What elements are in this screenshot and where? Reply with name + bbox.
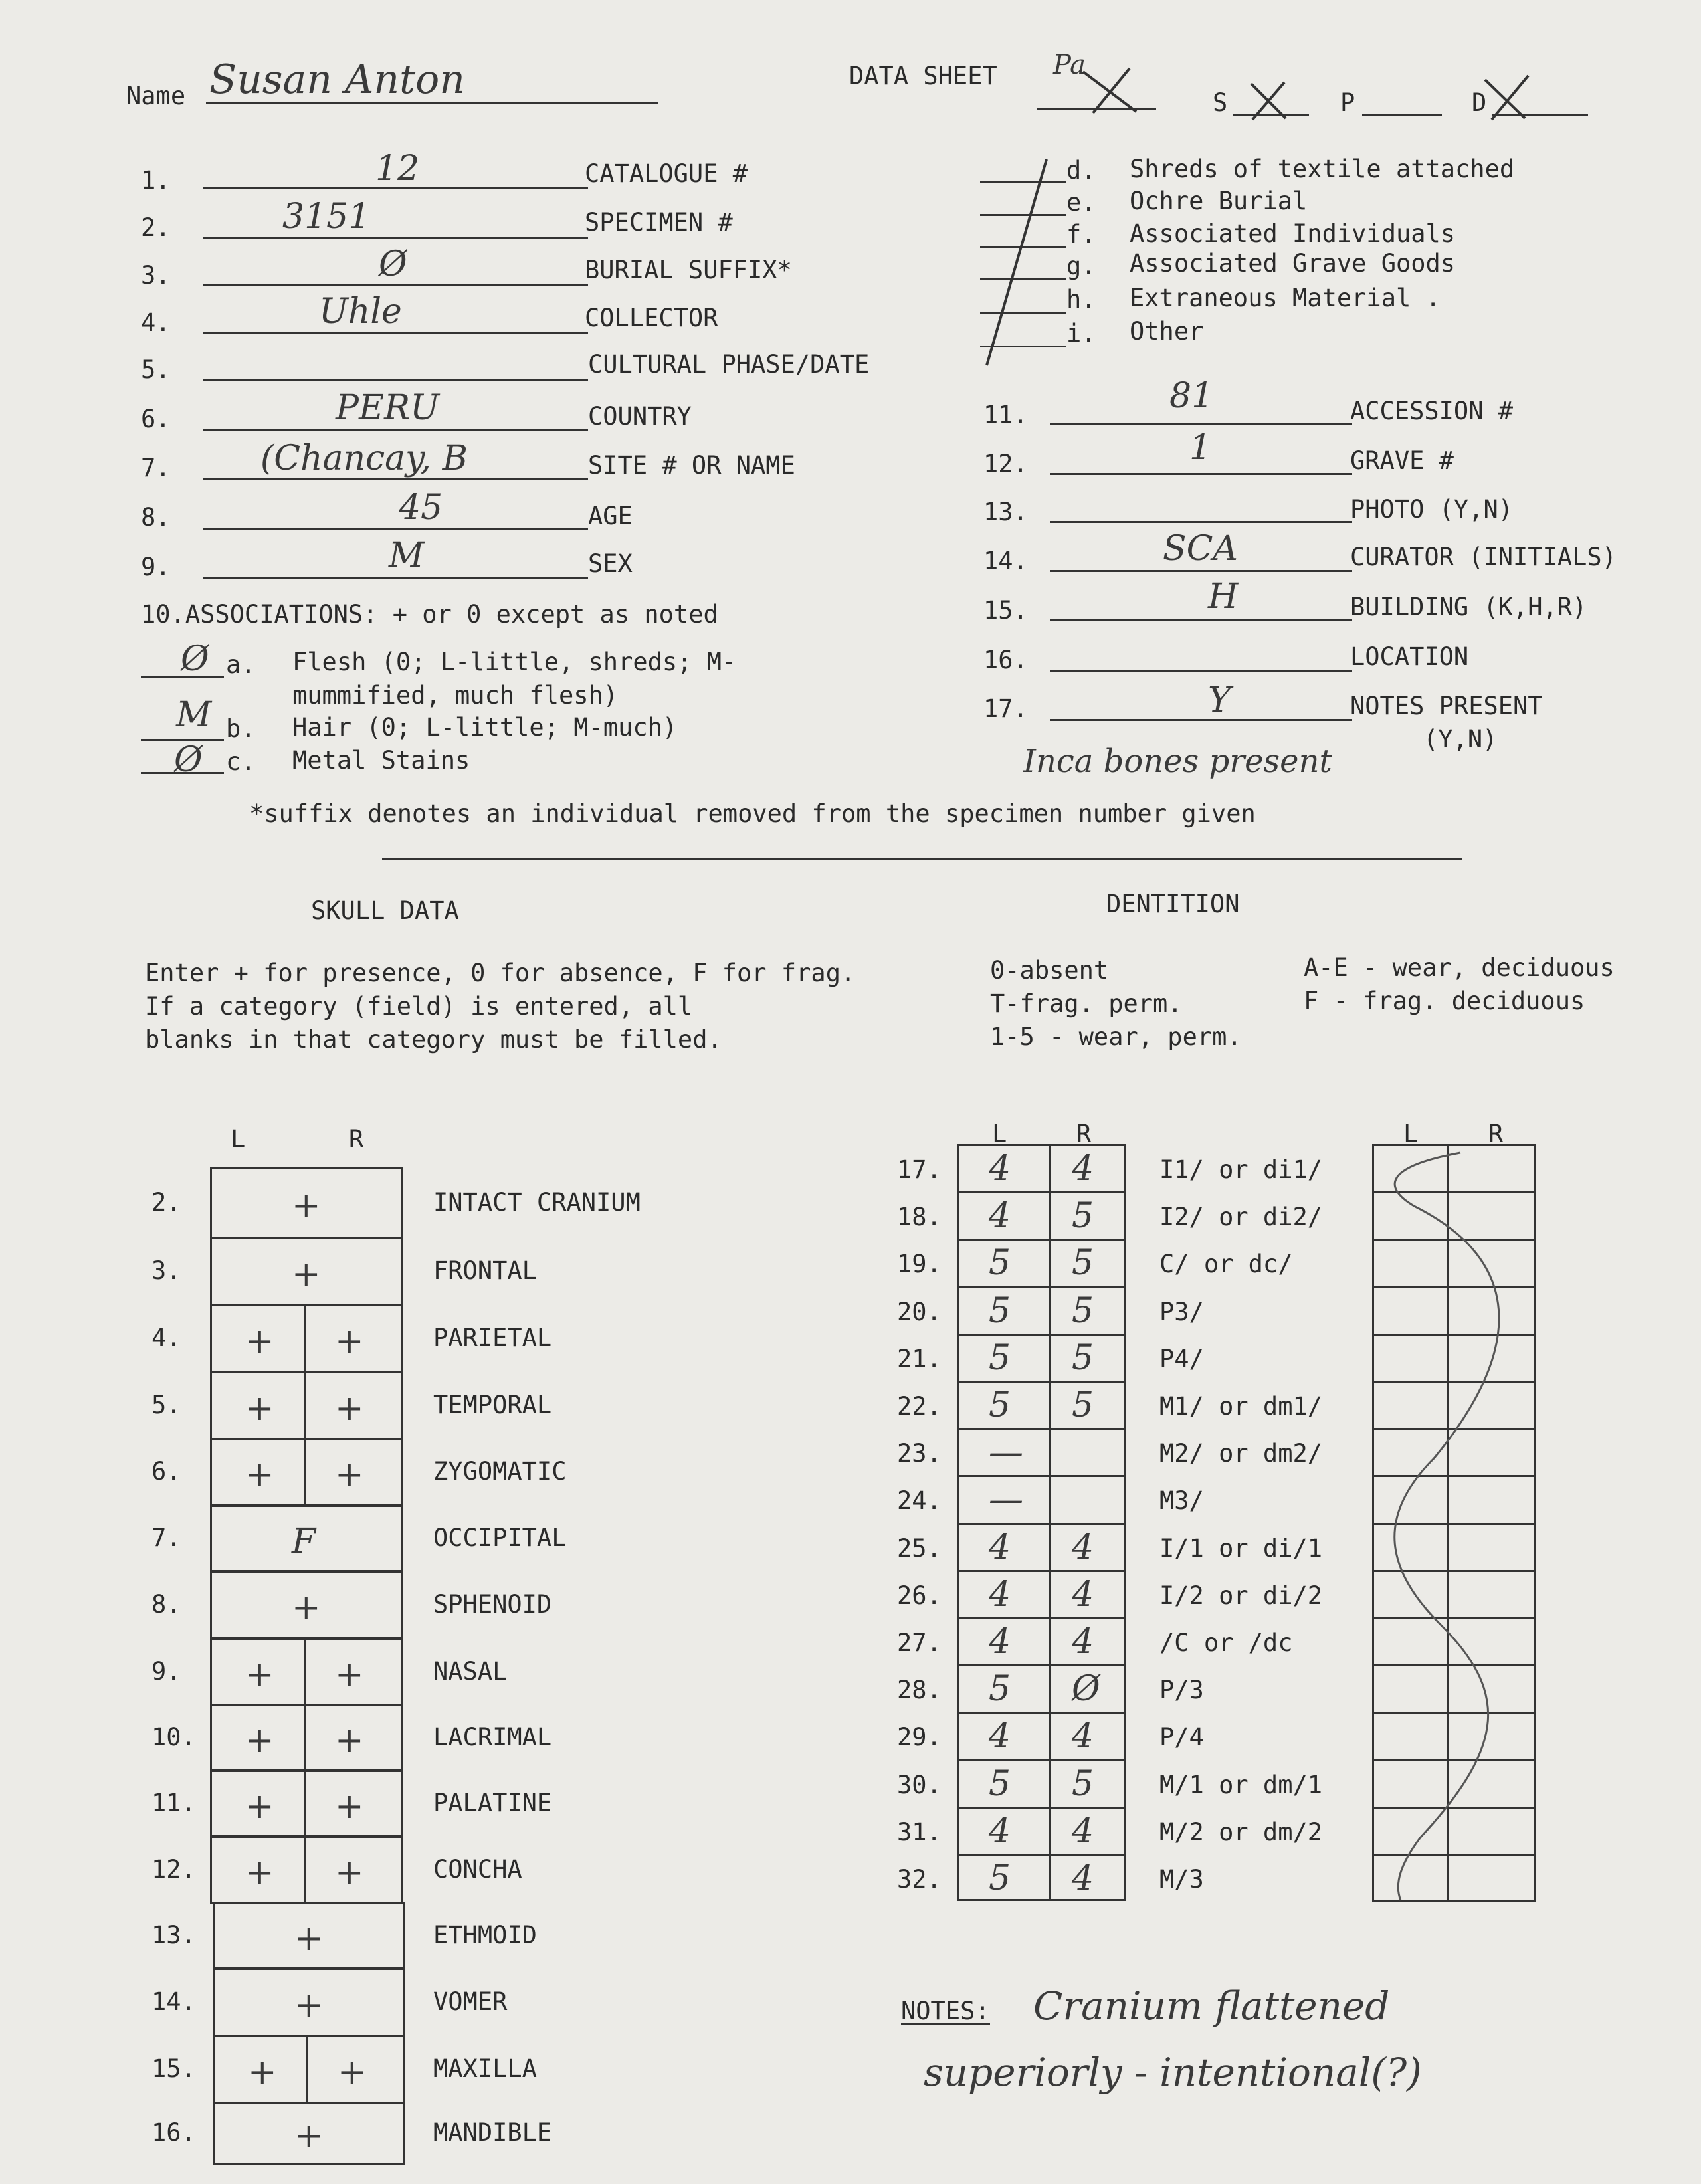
dentition-key3: 1-5 - wear, perm. (990, 1023, 1242, 1051)
field-label: PHOTO (Y,N) (1350, 495, 1514, 524)
extra-letter: h. (1066, 285, 1096, 314)
extra-letter: e. (1066, 188, 1096, 217)
field-value: PERU (336, 388, 439, 428)
name-value: Susan Anton (209, 56, 465, 103)
skull-cell-value: + (294, 2116, 324, 2156)
skull-row-box (210, 1167, 403, 1239)
skull-row-num: 15. (151, 2054, 196, 2083)
field-num: 12. (983, 450, 1028, 478)
field-num: 13. (983, 498, 1028, 526)
field-value: 3151 (282, 197, 371, 237)
skull-col-r: R (349, 1125, 364, 1153)
tooth-left: 5 (989, 1291, 1011, 1331)
skull-row-num: 2. (151, 1187, 181, 1217)
extra-label: Ochre Burial (1130, 187, 1308, 215)
field-line (203, 577, 588, 579)
dentition-key1: 0-absent (990, 956, 1109, 985)
s-label: S (1213, 88, 1228, 117)
dentition-col-r: R (1076, 1120, 1092, 1148)
tooth-num: 21. (897, 1345, 942, 1373)
tooth-num: 27. (897, 1629, 942, 1657)
skull-cell-right: + (335, 1786, 364, 1827)
tooth-right: 4 (1072, 1149, 1094, 1189)
tooth-label: P/3 (1159, 1676, 1204, 1704)
field-line (1050, 670, 1352, 672)
field-num: 9. (141, 553, 171, 581)
tooth-right: 4 (1072, 1575, 1094, 1615)
skull-row-num: 12. (151, 1854, 196, 1884)
skull-row-num: 4. (151, 1323, 181, 1352)
skull-cell-value: + (294, 1985, 324, 2025)
tooth-right: 5 (1072, 1385, 1094, 1425)
tooth-num: 32. (897, 1865, 942, 1894)
field-num: 17. (983, 694, 1028, 723)
field-label: COLLECTOR (585, 304, 718, 332)
skull-row-box (210, 1837, 403, 1904)
tooth-right: 5 (1072, 1196, 1094, 1236)
skull-cell-left: + (245, 1654, 274, 1695)
tooth-num: 25. (897, 1534, 942, 1563)
tooth-label: P4/ (1159, 1345, 1204, 1373)
skull-col-l: L (231, 1125, 246, 1153)
tooth-label: I1/ or di1/ (1159, 1155, 1323, 1184)
tooth-right: 4 (1072, 1622, 1094, 1662)
skull-row-label: OCCIPITAL (433, 1523, 567, 1552)
skull-row-label: VOMER (433, 1987, 508, 2016)
skull-row-box (210, 1439, 403, 1506)
skull-instr2: If a category (field) is entered, all (145, 992, 693, 1021)
skull-row-label: ZYGOMATIC (433, 1457, 567, 1486)
field-value: SCA (1163, 529, 1238, 569)
tooth-label: M/3 (1159, 1865, 1204, 1894)
tooth-num: 18. (897, 1203, 942, 1231)
field-line (203, 332, 588, 334)
association-line2: mummified, much flesh) (292, 681, 619, 710)
tooth-label: M/1 or dm/1 (1159, 1771, 1323, 1799)
field-line (203, 429, 588, 431)
skull-cell-right: + (335, 1388, 364, 1429)
skull-row-label: TEMPORAL (433, 1390, 552, 1419)
field-value: Y (1208, 680, 1231, 720)
field-value: M (389, 536, 425, 575)
field-label: AGE (588, 502, 633, 530)
tooth-label: M2/ or dm2/ (1159, 1439, 1323, 1468)
association-letter: a. (226, 650, 256, 679)
dentition-table (957, 1144, 1126, 1901)
association-letter: b. (226, 714, 256, 743)
tooth-left: 5 (989, 1764, 1011, 1804)
tooth-right: 5 (1072, 1291, 1094, 1331)
tooth-num: 19. (897, 1250, 942, 1278)
dentition-col-l: L (992, 1120, 1007, 1148)
tooth-left: 4 (989, 1149, 1011, 1189)
skull-cell-left: + (248, 2052, 277, 2092)
skull-cell-right: + (335, 1654, 364, 1695)
skull-instr3: blanks in that category must be filled. (145, 1025, 722, 1054)
dentition-key4: A-E - wear, deciduous (1304, 953, 1615, 982)
field-line (203, 284, 588, 286)
tooth-label: I/2 or di/2 (1159, 1581, 1323, 1610)
field-value: H (1208, 577, 1239, 617)
skull-cell-value: F (292, 1521, 316, 1561)
field-value: 12 (375, 149, 420, 189)
extra-letter: f. (1066, 220, 1096, 248)
skull-row-box (213, 2035, 405, 2104)
association-line (141, 676, 224, 678)
field-label: BURIAL SUFFIX* (585, 256, 792, 284)
association-line (141, 772, 224, 774)
field-num: 3. (141, 261, 171, 290)
tooth-label: C/ or dc/ (1159, 1250, 1293, 1278)
skull-row-label: PALATINE (433, 1788, 552, 1817)
field-line (1050, 521, 1352, 523)
skull-row-num: 9. (151, 1656, 181, 1686)
field-label: SITE # OR NAME (588, 451, 795, 480)
field-label: CURATOR (INITIALS) (1350, 543, 1617, 571)
field-num: 4. (141, 308, 171, 337)
skull-cell-value: + (292, 1254, 321, 1294)
d-label: D (1472, 88, 1487, 117)
skull-row-box (210, 1505, 403, 1572)
p-line (1362, 114, 1442, 116)
notes-line2: superiorly - intentional(?) (924, 2050, 1422, 2095)
skull-row-label: MANDIBLE (433, 2118, 552, 2147)
skull-instr1: Enter + for presence, 0 for absence, F for frag. (145, 959, 856, 987)
field-label: LOCATION (1350, 643, 1469, 671)
field-num: 5. (141, 355, 171, 384)
tooth-right: 4 (1072, 1811, 1094, 1851)
field-num: 15. (983, 596, 1028, 625)
field-line (203, 187, 588, 189)
field-value: (Chancay, B (260, 439, 468, 478)
tooth-left: 4 (989, 1716, 1011, 1756)
tooth-left: — (989, 1433, 1023, 1472)
tooth-num: 24. (897, 1486, 942, 1515)
secondary-col-l: L (1403, 1120, 1419, 1148)
field-label: NOTES PRESENT (1350, 692, 1543, 720)
tooth-num: 17. (897, 1155, 942, 1184)
field-line (1050, 619, 1352, 621)
tooth-label: /C or /dc (1159, 1629, 1293, 1657)
skull-row-label: ETHMOID (433, 1920, 537, 1949)
field-line (1050, 570, 1352, 572)
tooth-num: 20. (897, 1298, 942, 1326)
skull-row-num: 10. (151, 1722, 196, 1751)
field-num: 7. (141, 454, 171, 482)
sheet-x-mark (1076, 65, 1150, 118)
skull-row-box (213, 2102, 405, 2165)
tooth-right: 5 (1072, 1243, 1094, 1283)
skull-row-num: 8. (151, 1589, 181, 1619)
field-line (1050, 423, 1352, 425)
skull-cell-left: + (245, 1321, 274, 1361)
tooth-right: 5 (1072, 1338, 1094, 1378)
field-line (203, 237, 588, 239)
skull-cell-right: + (338, 2052, 367, 2092)
s-line (1233, 114, 1309, 116)
extra-label: Associated Individuals (1130, 219, 1456, 248)
field-line (1050, 719, 1352, 721)
skull-cell-left: + (245, 1455, 274, 1495)
association-value: Ø (174, 740, 203, 780)
wavy-line-mark (1374, 1146, 1538, 1904)
tooth-left: 4 (989, 1622, 1011, 1662)
field-num: 2. (141, 213, 171, 242)
tooth-left: 5 (989, 1669, 1011, 1709)
field-value: 81 (1169, 376, 1214, 416)
field-line (203, 379, 588, 381)
tooth-num: 30. (897, 1771, 942, 1799)
data-sheet-title: DATA SHEET (849, 62, 997, 90)
dentition-title: DENTITION (1106, 890, 1240, 918)
field-line (1050, 473, 1352, 475)
extra-label: Extraneous Material . (1130, 284, 1441, 312)
skull-row-label: INTACT CRANIUM (433, 1187, 641, 1217)
notes-present-handwritten: Inca bones present (1023, 743, 1332, 780)
tooth-num: 23. (897, 1439, 942, 1468)
suffix-note: *suffix denotes an individual removed from the specimen number given (249, 799, 1256, 828)
tooth-left: 4 (989, 1528, 1011, 1567)
field-value: 45 (399, 488, 443, 528)
p-label: P (1340, 88, 1355, 117)
notes-label: NOTES: (901, 1997, 990, 2025)
extra-letter: d. (1066, 156, 1096, 185)
skull-row-box (210, 1237, 403, 1306)
skull-row-num: 11. (151, 1788, 196, 1817)
field-label: GRAVE # (1350, 447, 1454, 475)
tooth-num: 22. (897, 1392, 942, 1421)
tooth-right: 4 (1072, 1716, 1094, 1756)
skull-row-label: CONCHA (433, 1854, 522, 1884)
tooth-num: 26. (897, 1581, 942, 1610)
skull-row-box (210, 1371, 403, 1440)
skull-title: SKULL DATA (311, 896, 459, 925)
tooth-num: 28. (897, 1676, 942, 1704)
skull-row-label: LACRIMAL (433, 1722, 552, 1751)
sheet-line (1037, 108, 1156, 110)
tooth-left: 5 (989, 1385, 1011, 1425)
field-line (203, 478, 588, 480)
tooth-left: 5 (989, 1858, 1011, 1898)
skull-cell-right: + (335, 1455, 364, 1495)
skull-cell-left: + (245, 1388, 274, 1429)
skull-row-label: FRONTAL (433, 1256, 537, 1285)
tooth-label: I2/ or di2/ (1159, 1203, 1323, 1231)
notes-line1: Cranium flattened (1033, 1983, 1390, 2029)
tooth-right: 4 (1072, 1528, 1094, 1567)
tooth-label: M3/ (1159, 1486, 1204, 1515)
name-line (206, 102, 658, 104)
field-label: SEX (588, 549, 633, 578)
association-value: Ø (181, 639, 209, 679)
field-num: 6. (141, 405, 171, 433)
dentition-key5: F - frag. deciduous (1304, 987, 1585, 1015)
field-label: CATALOGUE # (585, 159, 748, 188)
tooth-left: 5 (989, 1338, 1011, 1378)
skull-cell-value: + (292, 1185, 321, 1226)
skull-cell-right: + (335, 1321, 364, 1361)
skull-row-box (210, 1304, 403, 1373)
secondary-col-r: R (1488, 1120, 1504, 1148)
skull-row-box (210, 1770, 403, 1837)
secondary-grid (1372, 1144, 1536, 1902)
skull-row-num: 13. (151, 1920, 196, 1949)
skull-row-box (213, 1902, 405, 1969)
skull-row-box (210, 1638, 403, 1706)
skull-row-label: NASAL (433, 1656, 508, 1686)
tooth-right: Ø (1072, 1669, 1100, 1709)
field-num: 8. (141, 503, 171, 532)
tooth-label: M1/ or dm1/ (1159, 1392, 1323, 1421)
field-label: ACCESSION # (1350, 397, 1514, 425)
skull-row-box (210, 1704, 403, 1771)
skull-cell-left: + (245, 1786, 274, 1827)
skull-cell-left: + (245, 1852, 274, 1893)
skull-row-num: 6. (151, 1457, 181, 1486)
field-line (203, 528, 588, 530)
tooth-left: 4 (989, 1575, 1011, 1615)
tooth-label: P/4 (1159, 1723, 1204, 1751)
association-line1: Hair (0; L-little; M-much) (292, 713, 678, 742)
sheet-mark: Pa (1053, 50, 1086, 80)
skull-cell-right: + (335, 1720, 364, 1761)
associations-heading: 10.ASSOCIATIONS: + or 0 except as noted (141, 600, 718, 629)
tooth-left: 5 (989, 1243, 1011, 1283)
skull-row-num: 14. (151, 1987, 196, 2016)
d-line (1492, 114, 1588, 116)
field-value: 1 (1189, 428, 1212, 468)
skull-cell-value: + (292, 1587, 321, 1628)
tooth-label: I/1 or di/1 (1159, 1534, 1323, 1563)
skull-cell-right: + (335, 1852, 364, 1893)
name-label: Name (126, 82, 186, 110)
tooth-label: M/2 or dm/2 (1159, 1818, 1323, 1846)
field-label: SPECIMEN # (585, 208, 733, 237)
field-num: 14. (983, 547, 1028, 575)
skull-row-num: 3. (151, 1256, 181, 1285)
field-label: BUILDING (K,H,R) (1350, 593, 1587, 621)
tooth-num: 31. (897, 1818, 942, 1846)
field-num: 1. (141, 166, 171, 195)
association-line1: Metal Stains (292, 746, 470, 775)
tooth-label: P3/ (1159, 1298, 1204, 1326)
extra-label: Associated Grave Goods (1130, 249, 1456, 278)
tooth-left: 4 (989, 1811, 1011, 1851)
d-x-mark (1478, 72, 1538, 125)
dentition-key2: T-frag. perm. (990, 989, 1183, 1018)
suffix-divider (382, 858, 1462, 860)
extra-letter: i. (1066, 319, 1096, 347)
tooth-right: 4 (1072, 1858, 1094, 1898)
notes-present-yn: (Y,N) (1423, 725, 1498, 753)
tooth-right: 5 (1072, 1764, 1094, 1804)
extras-slash-mark (980, 153, 1060, 372)
skull-row-box (210, 1571, 403, 1639)
tooth-left: 4 (989, 1196, 1011, 1236)
association-line1: Flesh (0; L-little, shreds; M- (292, 648, 737, 676)
field-value: Uhle (319, 292, 402, 332)
association-value: M (176, 695, 212, 735)
skull-cell-value: + (294, 1918, 324, 1959)
skull-row-num: 16. (151, 2118, 196, 2147)
association-letter: c. (226, 747, 256, 776)
extra-letter: g. (1066, 252, 1096, 280)
skull-row-label: MAXILLA (433, 2054, 537, 2083)
skull-row-num: 5. (151, 1390, 181, 1419)
field-label: CULTURAL PHASE/DATE (588, 350, 870, 379)
extra-label: Other (1130, 317, 1204, 346)
tooth-left: — (989, 1480, 1023, 1520)
skull-row-label: PARIETAL (433, 1323, 552, 1352)
skull-cell-left: + (245, 1720, 274, 1761)
field-num: 11. (983, 401, 1028, 429)
skull-row-num: 7. (151, 1523, 181, 1552)
skull-row-box (213, 1968, 405, 2036)
field-num: 16. (983, 646, 1028, 674)
s-x-mark (1246, 78, 1292, 125)
field-value: Ø (379, 245, 407, 284)
tooth-num: 29. (897, 1723, 942, 1751)
field-label: COUNTRY (588, 402, 692, 431)
skull-row-label: SPHENOID (433, 1589, 552, 1619)
extra-label: Shreds of textile attached (1130, 155, 1515, 183)
